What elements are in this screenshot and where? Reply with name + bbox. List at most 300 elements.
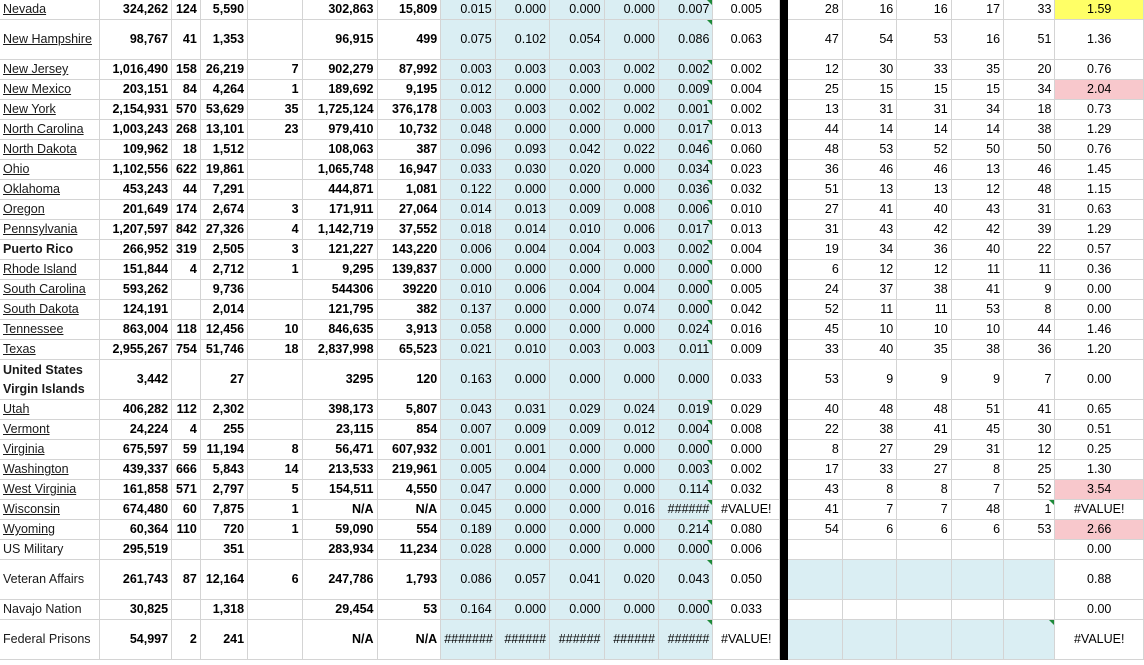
data-cell[interactable]: 16: [842, 0, 896, 20]
data-cell[interactable]: 0.000: [495, 500, 549, 520]
data-cell[interactable]: 52: [1004, 480, 1055, 500]
data-cell[interactable]: 0.003: [550, 340, 604, 360]
data-cell[interactable]: 0.004: [495, 460, 549, 480]
data-cell[interactable]: 189,692: [302, 80, 377, 100]
data-cell[interactable]: 124: [172, 0, 201, 20]
data-cell[interactable]: 1: [248, 520, 302, 540]
data-cell[interactable]: 12: [897, 260, 951, 280]
data-cell[interactable]: 31: [1004, 200, 1055, 220]
data-cell[interactable]: 247,786: [302, 560, 377, 600]
data-cell[interactable]: 43: [788, 480, 842, 500]
data-cell[interactable]: 0.000: [658, 280, 712, 300]
data-cell[interactable]: 33: [897, 60, 951, 80]
data-cell[interactable]: 0.010: [550, 220, 604, 240]
row-label-cell[interactable]: [0, 100, 100, 120]
data-cell[interactable]: 0.036: [658, 180, 712, 200]
data-cell[interactable]: 0.000: [604, 360, 658, 400]
data-cell[interactable]: 51,746: [200, 340, 247, 360]
data-cell[interactable]: 16: [951, 20, 1003, 60]
row-label-cell[interactable]: [0, 60, 100, 80]
data-cell[interactable]: 0.000: [495, 180, 549, 200]
data-cell[interactable]: 11,234: [377, 540, 441, 560]
data-cell[interactable]: 0.029: [713, 400, 780, 420]
data-cell[interactable]: 0.002: [713, 460, 780, 480]
data-cell[interactable]: 34: [1004, 80, 1055, 100]
data-cell[interactable]: 46: [1004, 160, 1055, 180]
data-cell[interactable]: 0.002: [604, 60, 658, 80]
data-cell[interactable]: 0.102: [495, 20, 549, 60]
data-cell[interactable]: 0.73: [1055, 100, 1144, 120]
data-cell[interactable]: 0.004: [713, 80, 780, 100]
data-cell[interactable]: 11: [1004, 260, 1055, 280]
data-cell[interactable]: 1.45: [1055, 160, 1144, 180]
data-cell[interactable]: [897, 540, 951, 560]
data-cell[interactable]: 0.000: [550, 260, 604, 280]
data-cell[interactable]: 35: [951, 60, 1003, 80]
data-cell[interactable]: 14: [897, 120, 951, 140]
data-cell[interactable]: 18: [172, 140, 201, 160]
data-cell[interactable]: 0.00: [1055, 540, 1144, 560]
data-cell[interactable]: 0.032: [713, 480, 780, 500]
data-cell[interactable]: [248, 180, 302, 200]
data-cell[interactable]: 4: [248, 220, 302, 240]
data-cell[interactable]: 12: [1004, 440, 1055, 460]
data-cell[interactable]: 26,219: [200, 60, 247, 80]
data-cell[interactable]: 3295: [302, 360, 377, 400]
data-cell[interactable]: 2,154,931: [100, 100, 172, 120]
data-cell[interactable]: N/A: [377, 620, 441, 660]
data-cell[interactable]: 607,932: [377, 440, 441, 460]
data-cell[interactable]: 38: [1004, 120, 1055, 140]
data-cell[interactable]: 41: [897, 420, 951, 440]
data-cell[interactable]: 18: [1004, 100, 1055, 120]
data-cell[interactable]: 53: [1004, 520, 1055, 540]
data-cell[interactable]: 0.88: [1055, 560, 1144, 600]
data-cell[interactable]: 0.000: [495, 260, 549, 280]
data-cell[interactable]: 45: [788, 320, 842, 340]
data-cell[interactable]: 0.005: [441, 460, 495, 480]
state-link[interactable]: New York: [3, 102, 56, 116]
data-cell[interactable]: 593,262: [100, 280, 172, 300]
row-label-cell[interactable]: [0, 520, 100, 540]
data-cell[interactable]: 2: [172, 620, 201, 660]
data-cell[interactable]: 0.013: [713, 220, 780, 240]
data-cell[interactable]: 41: [951, 280, 1003, 300]
state-link[interactable]: Vermont: [3, 422, 50, 436]
row-label-cell[interactable]: [0, 340, 100, 360]
state-link[interactable]: Rhode Island: [3, 262, 77, 276]
data-cell[interactable]: 30: [1004, 420, 1055, 440]
data-cell[interactable]: 0.000: [441, 260, 495, 280]
data-cell[interactable]: 0.006: [658, 200, 712, 220]
data-cell[interactable]: 14: [248, 460, 302, 480]
data-cell[interactable]: 0.000: [550, 600, 604, 620]
data-cell[interactable]: 0.63: [1055, 200, 1144, 220]
data-cell[interactable]: 0.114: [658, 480, 712, 500]
data-cell[interactable]: 302,863: [302, 0, 377, 20]
data-cell[interactable]: 0.006: [495, 280, 549, 300]
data-cell[interactable]: 54,997: [100, 620, 172, 660]
data-cell[interactable]: [248, 600, 302, 620]
state-link[interactable]: West Virginia: [3, 482, 77, 496]
data-cell[interactable]: 1,353: [200, 20, 247, 60]
data-cell[interactable]: 0.000: [495, 120, 549, 140]
data-cell[interactable]: [172, 300, 201, 320]
state-link[interactable]: South Dakota: [3, 302, 79, 316]
row-label-cell[interactable]: [0, 360, 100, 400]
data-cell[interactable]: 27: [842, 440, 896, 460]
data-cell[interactable]: 27: [200, 360, 247, 400]
data-cell[interactable]: 48: [1004, 180, 1055, 200]
data-cell[interactable]: 622: [172, 160, 201, 180]
data-cell[interactable]: 0.041: [550, 560, 604, 600]
data-cell[interactable]: 0.000: [604, 520, 658, 540]
state-link[interactable]: New Mexico: [3, 82, 72, 96]
data-cell[interactable]: 2,505: [200, 240, 247, 260]
row-label-cell[interactable]: [0, 180, 100, 200]
state-link[interactable]: Utah: [3, 402, 30, 416]
data-cell[interactable]: 56,471: [302, 440, 377, 460]
data-cell[interactable]: 1,102,556: [100, 160, 172, 180]
data-cell[interactable]: 40: [897, 200, 951, 220]
data-cell[interactable]: 0.006: [604, 220, 658, 240]
data-cell[interactable]: 0.005: [713, 0, 780, 20]
data-cell[interactable]: 0.003: [604, 340, 658, 360]
data-cell[interactable]: 0.002: [658, 240, 712, 260]
data-cell[interactable]: 0.096: [441, 140, 495, 160]
row-label-cell[interactable]: [0, 260, 100, 280]
data-cell[interactable]: 902,279: [302, 60, 377, 80]
data-cell[interactable]: 0.000: [495, 520, 549, 540]
data-cell[interactable]: 9,195: [377, 80, 441, 100]
data-cell[interactable]: 50: [951, 140, 1003, 160]
data-cell[interactable]: 12,456: [200, 320, 247, 340]
data-cell[interactable]: 0.000: [495, 80, 549, 100]
data-cell[interactable]: 351: [200, 540, 247, 560]
data-cell[interactable]: 8: [248, 440, 302, 460]
data-cell[interactable]: 0.65: [1055, 400, 1144, 420]
data-cell[interactable]: 0.002: [604, 100, 658, 120]
data-cell[interactable]: 42: [951, 220, 1003, 240]
data-cell[interactable]: 0.012: [604, 420, 658, 440]
data-cell[interactable]: 0.007: [441, 420, 495, 440]
data-cell[interactable]: 4,264: [200, 80, 247, 100]
data-cell[interactable]: 0.000: [658, 360, 712, 400]
row-label-cell[interactable]: [0, 560, 100, 600]
data-cell[interactable]: [172, 360, 201, 400]
data-cell[interactable]: 28: [788, 0, 842, 20]
data-cell[interactable]: 863,004: [100, 320, 172, 340]
data-cell[interactable]: [951, 600, 1003, 620]
data-cell[interactable]: 120: [377, 360, 441, 400]
data-cell[interactable]: 43: [951, 200, 1003, 220]
data-cell[interactable]: 2,955,267: [100, 340, 172, 360]
data-cell[interactable]: 0.000: [604, 460, 658, 480]
data-cell[interactable]: 5,843: [200, 460, 247, 480]
row-label-cell[interactable]: [0, 320, 100, 340]
data-cell[interactable]: 16: [897, 0, 951, 20]
data-cell[interactable]: 0.017: [658, 120, 712, 140]
data-cell[interactable]: 34: [842, 240, 896, 260]
data-cell[interactable]: 0.006: [713, 540, 780, 560]
data-cell[interactable]: 0.000: [604, 80, 658, 100]
data-cell[interactable]: 0.000: [604, 440, 658, 460]
state-link[interactable]: Oregon: [3, 202, 45, 216]
data-cell[interactable]: 51: [1004, 20, 1055, 60]
data-cell[interactable]: 6: [248, 560, 302, 600]
data-cell[interactable]: 35: [897, 340, 951, 360]
data-cell[interactable]: 7,875: [200, 500, 247, 520]
data-cell[interactable]: 0.009: [658, 80, 712, 100]
data-cell[interactable]: 0.058: [441, 320, 495, 340]
data-cell[interactable]: 0.031: [495, 400, 549, 420]
data-cell[interactable]: 2,712: [200, 260, 247, 280]
data-cell[interactable]: 0.010: [495, 340, 549, 360]
data-cell[interactable]: 36: [1004, 340, 1055, 360]
data-cell[interactable]: 51: [788, 180, 842, 200]
data-cell[interactable]: 0.00: [1055, 280, 1144, 300]
data-cell[interactable]: 154,511: [302, 480, 377, 500]
data-cell[interactable]: 0.019: [658, 400, 712, 420]
data-cell[interactable]: 0.000: [604, 120, 658, 140]
data-cell[interactable]: 44: [788, 120, 842, 140]
data-cell[interactable]: 34: [951, 100, 1003, 120]
data-cell[interactable]: 0.00: [1055, 360, 1144, 400]
data-cell[interactable]: [842, 540, 896, 560]
data-cell[interactable]: 7: [248, 60, 302, 80]
state-link[interactable]: Tennessee: [3, 322, 64, 336]
data-cell[interactable]: 0.086: [658, 20, 712, 60]
data-cell[interactable]: 31: [788, 220, 842, 240]
data-cell[interactable]: 87: [172, 560, 201, 600]
data-cell[interactable]: 12: [842, 260, 896, 280]
data-cell[interactable]: 1,207,597: [100, 220, 172, 240]
data-cell[interactable]: 65,523: [377, 340, 441, 360]
data-cell[interactable]: 319: [172, 240, 201, 260]
data-cell[interactable]: [248, 400, 302, 420]
data-cell[interactable]: 27,326: [200, 220, 247, 240]
row-label-cell[interactable]: [0, 420, 100, 440]
data-cell[interactable]: 12: [788, 60, 842, 80]
data-cell[interactable]: 24: [788, 280, 842, 300]
data-cell[interactable]: 41: [788, 500, 842, 520]
data-cell[interactable]: 674,480: [100, 500, 172, 520]
state-link[interactable]: Wyoming: [3, 522, 55, 536]
data-cell[interactable]: 387: [377, 140, 441, 160]
data-cell[interactable]: 33: [788, 340, 842, 360]
data-cell[interactable]: 10: [897, 320, 951, 340]
data-cell[interactable]: 3: [248, 240, 302, 260]
data-cell[interactable]: 19,861: [200, 160, 247, 180]
data-cell[interactable]: 12: [951, 180, 1003, 200]
data-cell[interactable]: 846,635: [302, 320, 377, 340]
data-cell[interactable]: 12,164: [200, 560, 247, 600]
data-cell[interactable]: 0.000: [658, 440, 712, 460]
data-cell[interactable]: [897, 560, 951, 600]
data-cell[interactable]: 6: [788, 260, 842, 280]
row-label-cell[interactable]: [0, 0, 100, 20]
data-cell[interactable]: 10,732: [377, 120, 441, 140]
data-cell[interactable]: 0.003: [658, 460, 712, 480]
data-cell[interactable]: 1.30: [1055, 460, 1144, 480]
data-cell[interactable]: 1,512: [200, 140, 247, 160]
row-label-cell[interactable]: [0, 600, 100, 620]
data-cell[interactable]: 0.005: [713, 280, 780, 300]
data-cell[interactable]: 23,115: [302, 420, 377, 440]
data-cell[interactable]: 241: [200, 620, 247, 660]
data-cell[interactable]: 0.000: [604, 600, 658, 620]
data-cell[interactable]: 7,291: [200, 180, 247, 200]
data-cell[interactable]: 1,793: [377, 560, 441, 600]
data-cell[interactable]: 0.000: [495, 300, 549, 320]
data-cell[interactable]: 0.000: [604, 160, 658, 180]
row-label-cell[interactable]: [0, 280, 100, 300]
data-cell[interactable]: 4: [172, 420, 201, 440]
data-cell[interactable]: 14: [842, 120, 896, 140]
data-cell[interactable]: 52: [897, 140, 951, 160]
data-cell[interactable]: 31: [842, 100, 896, 120]
data-cell[interactable]: 0.020: [550, 160, 604, 180]
data-cell[interactable]: 0.000: [550, 80, 604, 100]
data-cell[interactable]: 59,090: [302, 520, 377, 540]
data-cell[interactable]: 43: [842, 220, 896, 240]
data-cell[interactable]: 666: [172, 460, 201, 480]
data-cell[interactable]: 0.000: [550, 460, 604, 480]
data-cell[interactable]: 0.00: [1055, 600, 1144, 620]
data-cell[interactable]: 0.042: [550, 140, 604, 160]
data-cell[interactable]: 0.000: [604, 180, 658, 200]
data-cell[interactable]: 0.057: [495, 560, 549, 600]
data-cell[interactable]: 261,743: [100, 560, 172, 600]
state-link[interactable]: North Carolina: [3, 122, 84, 136]
data-cell[interactable]: 48: [842, 400, 896, 420]
data-cell[interactable]: 27: [897, 460, 951, 480]
data-cell[interactable]: 2,302: [200, 400, 247, 420]
data-cell[interactable]: 0.013: [495, 200, 549, 220]
data-cell[interactable]: [788, 620, 842, 660]
data-cell[interactable]: 0.024: [604, 400, 658, 420]
data-cell[interactable]: 0.004: [604, 280, 658, 300]
data-cell[interactable]: 1.59: [1055, 0, 1144, 20]
data-cell[interactable]: [1004, 540, 1055, 560]
data-cell[interactable]: 13,101: [200, 120, 247, 140]
row-label-cell[interactable]: [0, 160, 100, 180]
data-cell[interactable]: 0.25: [1055, 440, 1144, 460]
data-cell[interactable]: 9,736: [200, 280, 247, 300]
data-cell[interactable]: 54: [842, 20, 896, 60]
data-cell[interactable]: 0.018: [441, 220, 495, 240]
data-cell[interactable]: 0.000: [658, 600, 712, 620]
data-cell[interactable]: 0.000: [550, 120, 604, 140]
data-cell[interactable]: 50: [1004, 140, 1055, 160]
data-cell[interactable]: 0.004: [658, 420, 712, 440]
row-label-cell[interactable]: [0, 300, 100, 320]
data-cell[interactable]: 112: [172, 400, 201, 420]
data-cell[interactable]: 1: [248, 260, 302, 280]
data-cell[interactable]: 6: [897, 520, 951, 540]
data-cell[interactable]: 44: [172, 180, 201, 200]
data-cell[interactable]: #VALUE!: [713, 500, 780, 520]
data-cell[interactable]: 0.043: [441, 400, 495, 420]
data-cell[interactable]: 9: [897, 360, 951, 400]
data-cell[interactable]: N/A: [302, 500, 377, 520]
data-cell[interactable]: #######: [441, 620, 495, 660]
data-cell[interactable]: 0.029: [550, 400, 604, 420]
data-cell[interactable]: ######: [495, 620, 549, 660]
data-cell[interactable]: 453,243: [100, 180, 172, 200]
data-cell[interactable]: #VALUE!: [1055, 620, 1144, 660]
data-cell[interactable]: 0.080: [713, 520, 780, 540]
data-cell[interactable]: 1,725,124: [302, 100, 377, 120]
data-cell[interactable]: [248, 20, 302, 60]
data-cell[interactable]: 3,913: [377, 320, 441, 340]
data-cell[interactable]: 0.000: [604, 260, 658, 280]
data-cell[interactable]: 444,871: [302, 180, 377, 200]
data-cell[interactable]: 0.000: [550, 320, 604, 340]
data-cell[interactable]: 9,295: [302, 260, 377, 280]
data-cell[interactable]: 0.163: [441, 360, 495, 400]
data-cell[interactable]: 0.001: [658, 100, 712, 120]
data-cell[interactable]: 1: [248, 500, 302, 520]
data-cell[interactable]: 0.010: [441, 280, 495, 300]
state-link[interactable]: Wisconsin: [3, 502, 60, 516]
data-cell[interactable]: 39: [1004, 220, 1055, 240]
data-cell[interactable]: 266,952: [100, 240, 172, 260]
data-cell[interactable]: 0.030: [495, 160, 549, 180]
data-cell[interactable]: 9: [1004, 280, 1055, 300]
data-cell[interactable]: 60: [172, 500, 201, 520]
data-cell[interactable]: 0.008: [713, 420, 780, 440]
data-cell[interactable]: 0.76: [1055, 140, 1144, 160]
data-cell[interactable]: 0.043: [658, 560, 712, 600]
data-cell[interactable]: 0.000: [495, 600, 549, 620]
data-cell[interactable]: 0.000: [658, 540, 712, 560]
data-cell[interactable]: 4: [172, 260, 201, 280]
data-cell[interactable]: 854: [377, 420, 441, 440]
data-cell[interactable]: 1.29: [1055, 220, 1144, 240]
row-label-cell[interactable]: [0, 500, 100, 520]
data-cell[interactable]: 1,065,748: [302, 160, 377, 180]
data-cell[interactable]: 8: [842, 480, 896, 500]
data-cell[interactable]: 0.004: [495, 240, 549, 260]
row-label-cell[interactable]: [0, 20, 100, 60]
data-cell[interactable]: #VALUE!: [1055, 500, 1144, 520]
data-cell[interactable]: 7: [1004, 360, 1055, 400]
data-cell[interactable]: 84: [172, 80, 201, 100]
data-cell[interactable]: 570: [172, 100, 201, 120]
data-cell[interactable]: 842: [172, 220, 201, 240]
data-cell[interactable]: 1.36: [1055, 20, 1144, 60]
state-link[interactable]: Virginia: [3, 442, 45, 456]
state-link[interactable]: Nevada: [3, 2, 47, 16]
data-cell[interactable]: 0.000: [713, 260, 780, 280]
data-cell[interactable]: 0.033: [713, 360, 780, 400]
data-cell[interactable]: 51: [951, 400, 1003, 420]
data-cell[interactable]: 98,767: [100, 20, 172, 60]
data-cell[interactable]: 2,674: [200, 200, 247, 220]
data-cell[interactable]: 53,629: [200, 100, 247, 120]
data-cell[interactable]: 1: [1004, 500, 1055, 520]
data-cell[interactable]: 8: [897, 480, 951, 500]
data-cell[interactable]: 38: [897, 280, 951, 300]
data-cell[interactable]: 27: [788, 200, 842, 220]
data-cell[interactable]: 0.003: [441, 60, 495, 80]
data-cell[interactable]: 376,178: [377, 100, 441, 120]
data-cell[interactable]: 30,825: [100, 600, 172, 620]
data-cell[interactable]: 0.000: [550, 0, 604, 20]
data-cell[interactable]: 41: [842, 200, 896, 220]
data-cell[interactable]: 47: [788, 20, 842, 60]
